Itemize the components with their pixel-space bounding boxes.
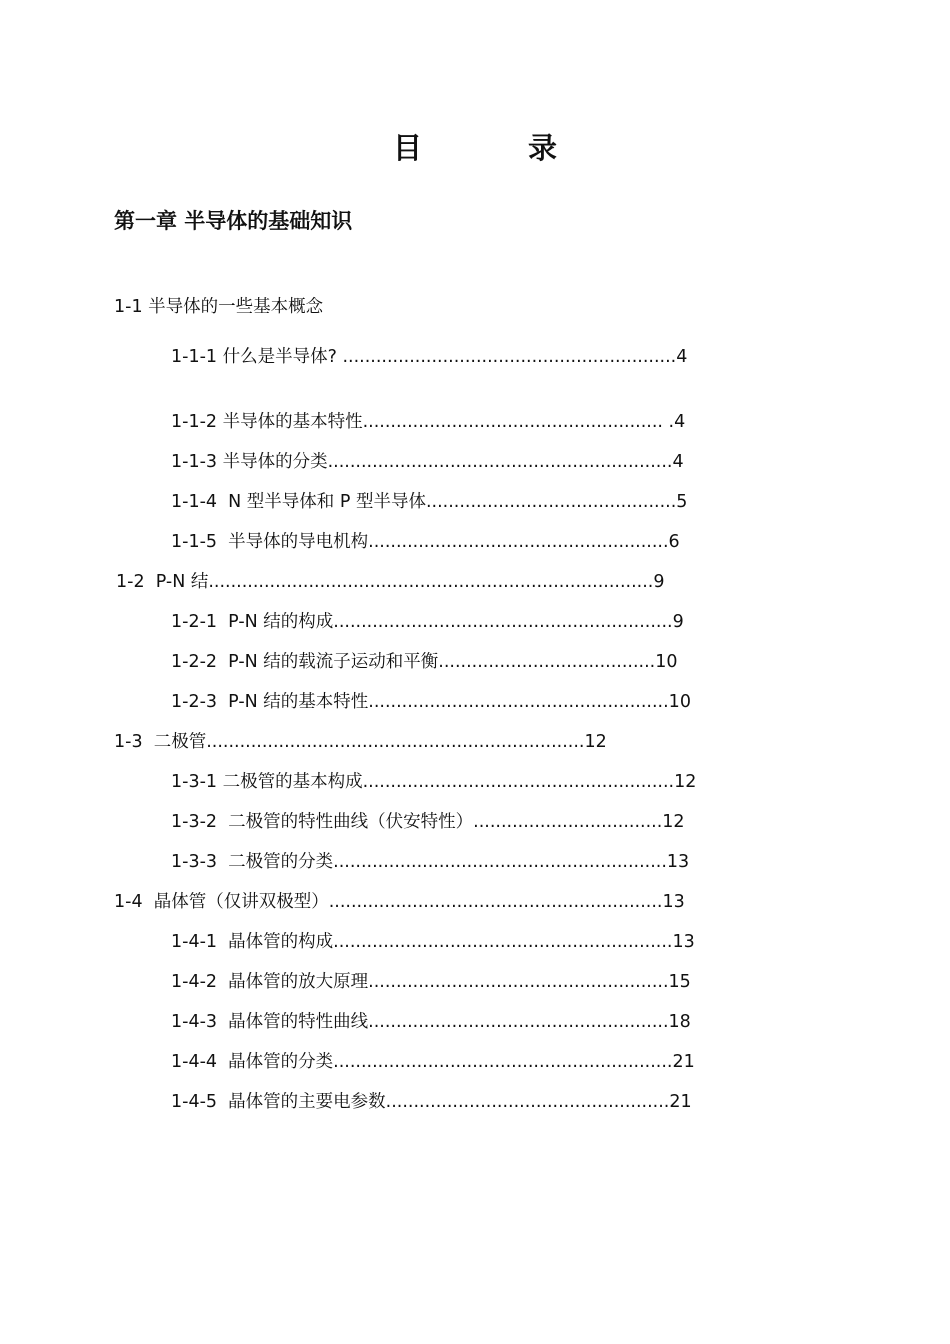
page-title: 目 录 <box>392 131 606 165</box>
toc-section-1-2: 1-2 P-N 结................................................................................9 <box>116 572 665 592</box>
toc-entry-1-4-4: 1-4-4 晶体管的分类.............................................................21 <box>171 1052 695 1072</box>
toc-entry-1-3-2: 1-3-2 二极管的特性曲线（伏安特性）..................................12 <box>171 812 685 832</box>
toc-entry-1-3-1: 1-3-1 二极管的基本构成........................................................12 <box>171 772 697 792</box>
toc-entry-1-4-2: 1-4-2 晶体管的放大原理......................................................15 <box>171 972 691 992</box>
toc-entry-1-2-2: 1-2-2 P-N 结的载流子运动和平衡.......................................10 <box>171 652 678 672</box>
toc-entry-1-3-3: 1-3-3 二极管的分类............................................................13 <box>171 852 690 872</box>
toc-entry-1-1-5: 1-1-5 半导体的导电机构......................................................6 <box>171 532 680 552</box>
toc-section-1-4: 1-4 晶体管（仅讲双极型）............................................................13 <box>114 892 685 912</box>
toc-entry-1-2-1: 1-2-1 P-N 结的构成.............................................................9 <box>171 612 684 632</box>
toc-entry-1-4-1: 1-4-1 晶体管的构成.............................................................13 <box>171 932 695 952</box>
toc-entry-1-2-3: 1-2-3 P-N 结的基本特性......................................................10 <box>171 692 691 712</box>
toc-entry-1-4-3: 1-4-3 晶体管的特性曲线......................................................18 <box>171 1012 691 1032</box>
toc-entry-1-1-2: 1-1-2 半导体的基本特性...................................................... .4 <box>171 412 686 432</box>
toc-entry-1-4-5: 1-4-5 晶体管的主要电参数...................................................21 <box>171 1092 692 1112</box>
toc-entry-1-1-4: 1-1-4 N 型半导体和 P 型半导体.............................................5 <box>171 492 688 512</box>
toc-entry-1-1-3: 1-1-3 半导体的分类..............................................................4 <box>171 452 684 472</box>
chapter-heading: 第一章 半导体的基础知识 <box>114 209 353 233</box>
toc-section-1-1: 1-1 半导体的一些基本概念 <box>114 297 324 317</box>
toc-entry-1-1-1: 1-1-1 什么是半导体? ............................................................4 <box>171 347 688 367</box>
toc-section-1-3: 1-3 二极管....................................................................12 <box>114 732 607 752</box>
